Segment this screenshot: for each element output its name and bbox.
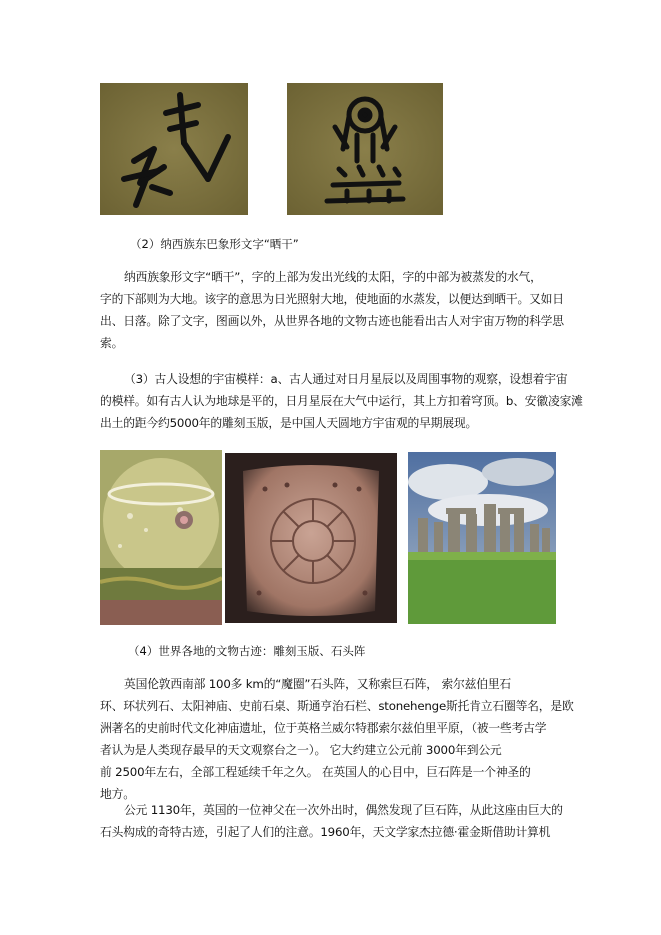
figure-caption-relics: （4）世界各地的文物古迹：雕刻玉版、石头阵 bbox=[128, 644, 366, 658]
text-line: 索。 bbox=[100, 336, 124, 350]
text-line: 洲著名的史前时代文化神庙遗址，位于英格兰威尔特郡索尔兹伯里平原，（被一些考古学 bbox=[100, 721, 547, 735]
paragraph-stonehenge bbox=[100, 673, 574, 805]
text-line: 的模样。如有古人认为地球是平的，日月星辰在大气中运行，其上方扣着穹顶。b、安徽凌家滩 bbox=[100, 394, 583, 408]
paragraph-stonehenge-discovery bbox=[100, 799, 563, 843]
figure-caption-dongba: （2）纳西族东巴象形文字“晒干” bbox=[130, 237, 299, 251]
stonehenge-photo-image bbox=[408, 452, 556, 624]
text-line: 出土的距今约5000年的雕刻玉版，是中国人天圆地方宇宙观的早期展现。 bbox=[100, 416, 478, 430]
text-line: 出、日落。除了文字，图画以外，从世界各地的文物古迹也能看出古人对宇宙万物的科学思 bbox=[100, 314, 564, 328]
text-line: 者认为是人类现存最早的天文观察台之一）。 它大约建立公元前 3000年到公元 bbox=[100, 743, 502, 757]
dongba-glyph-left-image bbox=[100, 83, 248, 215]
text-line: 石头构成的奇特古迹，引起了人们的注意。1960年，天文学家杰拉德·霍金斯借助计算机 bbox=[100, 825, 551, 839]
paragraph-naxi-description bbox=[100, 266, 564, 354]
text-line: 字的下部则为大地。该字的意思为日光照射大地，使地面的水蒸发，以便达到晒干。又如日 bbox=[100, 292, 564, 306]
text-line: 英国伦敦西南部 100多 km的“魔圈”石头阵，又称索巨石阵， 索尔兹伯里石 bbox=[124, 677, 512, 691]
dongba-glyph-right-image bbox=[287, 83, 443, 215]
text-line: 环、环状列石、太阳神庙、史前石桌、斯通亨治石栏、stonehenge斯托肯立石圈等名，是欧 bbox=[100, 699, 574, 713]
paragraph-ancient-cosmos bbox=[100, 368, 583, 434]
text-line: （3）古人设想的宇宙模样：a、古人通过对日月星辰以及周围事物的观察，设想着宇宙 bbox=[124, 372, 568, 386]
text-line: 前 2500年左右，全部工程延续千年之久。 在英国人的心目中，巨石阵是一个神圣的 bbox=[100, 765, 531, 779]
carved-jade-tablet-image bbox=[225, 453, 397, 623]
text-line: 纳西族象形文字“晒干”，字的上部为发出光线的太阳，字的中部为被蒸发的水气， bbox=[124, 270, 542, 284]
dome-cosmos-painting-image bbox=[100, 450, 222, 625]
text-line: 地方。 bbox=[100, 787, 135, 801]
text-line: 公元 1130年，英国的一位神父在一次外出时，偶然发现了巨石阵，从此这座由巨大的 bbox=[124, 803, 563, 817]
